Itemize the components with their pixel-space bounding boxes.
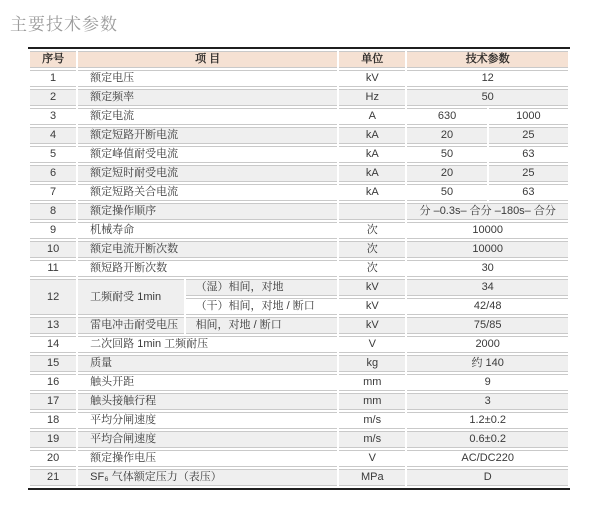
table-row <box>30 108 568 125</box>
param-value: 0.6±0.2 <box>407 431 568 448</box>
item-label: 雷电冲击耐受电压 <box>78 317 183 334</box>
table-row <box>30 431 568 448</box>
param-value: 75/85 <box>407 317 568 334</box>
unit-label: Hz <box>339 89 405 106</box>
row-number: 1 <box>30 70 76 87</box>
header-no: 序号 <box>30 51 76 68</box>
row-number: 19 <box>30 431 76 448</box>
table-row <box>30 222 568 239</box>
unit-label: 次 <box>339 260 405 277</box>
unit-label: kV <box>339 70 405 87</box>
unit-label: kV <box>339 298 405 315</box>
row-number: 4 <box>30 127 76 144</box>
row-number: 14 <box>30 336 76 353</box>
table-row <box>30 127 568 144</box>
header-item: 项 目 <box>78 51 337 68</box>
item-label: 平均分闸速度 <box>78 412 337 429</box>
unit-label: kV <box>339 279 405 296</box>
item-label: 机械寿命 <box>78 222 337 239</box>
condition-label: （干）相间，对地 / 断口 <box>186 298 338 315</box>
row-number: 7 <box>30 184 76 201</box>
table-row <box>30 241 568 258</box>
param-value: D <box>407 469 568 486</box>
table-row <box>30 450 568 467</box>
param-value: 30 <box>407 260 568 277</box>
unit-label: 次 <box>339 241 405 258</box>
param-value: 分 –0.3s– 合分 –180s– 合分 <box>407 203 568 220</box>
table-row <box>30 374 568 391</box>
item-label: 额定频率 <box>78 89 337 106</box>
param-value-left: 20 <box>407 127 486 144</box>
item-label: 工频耐受 1min <box>78 279 183 315</box>
item-label: 额短路开断次数 <box>78 260 337 277</box>
row-number: 15 <box>30 355 76 372</box>
item-label: 质量 <box>78 355 337 372</box>
param-value: 42/48 <box>407 298 568 315</box>
row-number: 18 <box>30 412 76 429</box>
param-value: 2000 <box>407 336 568 353</box>
param-value-right: 25 <box>489 127 568 144</box>
item-label: 额定电流开断次数 <box>78 241 337 258</box>
table-row <box>30 203 568 220</box>
item-label: 额定电压 <box>78 70 337 87</box>
unit-label: A <box>339 108 405 125</box>
unit-label <box>339 203 405 220</box>
parameters-table <box>28 47 570 490</box>
condition-label: 相间，对地 / 断口 <box>186 317 338 334</box>
row-number: 6 <box>30 165 76 182</box>
param-value: 约 140 <box>407 355 568 372</box>
item-label: 额定峰值耐受电流 <box>78 146 337 163</box>
param-value-right: 63 <box>489 146 568 163</box>
param-value: 1.2±0.2 <box>407 412 568 429</box>
unit-label: m/s <box>339 412 405 429</box>
unit-label: kV <box>339 317 405 334</box>
table-row <box>30 317 568 334</box>
condition-label: （湿）相间，对地 <box>186 279 338 296</box>
item-label: 额定短时耐受电流 <box>78 165 337 182</box>
unit-label: mm <box>339 393 405 410</box>
row-number: 11 <box>30 260 76 277</box>
table-row <box>30 260 568 277</box>
item-label: 额定短路关合电流 <box>78 184 337 201</box>
row-number: 12 <box>30 279 76 315</box>
table-header-row <box>30 51 568 68</box>
param-value-left: 630 <box>407 108 486 125</box>
unit-label: V <box>339 336 405 353</box>
table-row <box>30 165 568 182</box>
row-number: 17 <box>30 393 76 410</box>
unit-label: kA <box>339 146 405 163</box>
table-row <box>30 146 568 163</box>
table-row <box>30 279 568 296</box>
item-label: 额定操作顺序 <box>78 203 337 220</box>
row-number: 8 <box>30 203 76 220</box>
param-value: 34 <box>407 279 568 296</box>
item-label: 平均合闸速度 <box>78 431 337 448</box>
header-unit: 单位 <box>339 51 405 68</box>
table-row <box>30 469 568 486</box>
param-value: 10000 <box>407 241 568 258</box>
param-value: 9 <box>407 374 568 391</box>
item-label: SF₆ 气体额定压力（表压） <box>78 469 337 486</box>
param-value-right: 1000 <box>489 108 568 125</box>
row-number: 20 <box>30 450 76 467</box>
param-value-left: 20 <box>407 165 486 182</box>
table-row <box>30 70 568 87</box>
unit-label: m/s <box>339 431 405 448</box>
param-value: AC/DC220 <box>407 450 568 467</box>
item-label: 触头接触行程 <box>78 393 337 410</box>
param-value: 3 <box>407 393 568 410</box>
table-row <box>30 412 568 429</box>
unit-label: mm <box>339 374 405 391</box>
param-value-right: 63 <box>489 184 568 201</box>
unit-label: V <box>339 450 405 467</box>
unit-label: kA <box>339 127 405 144</box>
row-number: 5 <box>30 146 76 163</box>
param-value-left: 50 <box>407 146 486 163</box>
header-params: 技术参数 <box>407 51 568 68</box>
param-value: 10000 <box>407 222 568 239</box>
row-number: 21 <box>30 469 76 486</box>
table-row <box>30 184 568 201</box>
page-title: 主要技术参数 <box>10 15 118 34</box>
table-row <box>30 336 568 353</box>
unit-label: kg <box>339 355 405 372</box>
unit-label: 次 <box>339 222 405 239</box>
unit-label: kA <box>339 165 405 182</box>
unit-label: kA <box>339 184 405 201</box>
row-number: 2 <box>30 89 76 106</box>
row-number: 16 <box>30 374 76 391</box>
param-value: 12 <box>407 70 568 87</box>
row-number: 9 <box>30 222 76 239</box>
row-number: 13 <box>30 317 76 334</box>
row-number: 10 <box>30 241 76 258</box>
table-row <box>30 393 568 410</box>
row-number: 3 <box>30 108 76 125</box>
param-value-right: 25 <box>489 165 568 182</box>
item-label: 额定操作电压 <box>78 450 337 467</box>
item-label: 二次回路 1min 工频耐压 <box>78 336 337 353</box>
item-label: 额定电流 <box>78 108 337 125</box>
table-row <box>30 355 568 372</box>
table-row <box>30 89 568 106</box>
param-value-left: 50 <box>407 184 486 201</box>
param-value: 50 <box>407 89 568 106</box>
item-label: 额定短路开断电流 <box>78 127 337 144</box>
unit-label: MPa <box>339 469 405 486</box>
item-label: 触头开距 <box>78 374 337 391</box>
